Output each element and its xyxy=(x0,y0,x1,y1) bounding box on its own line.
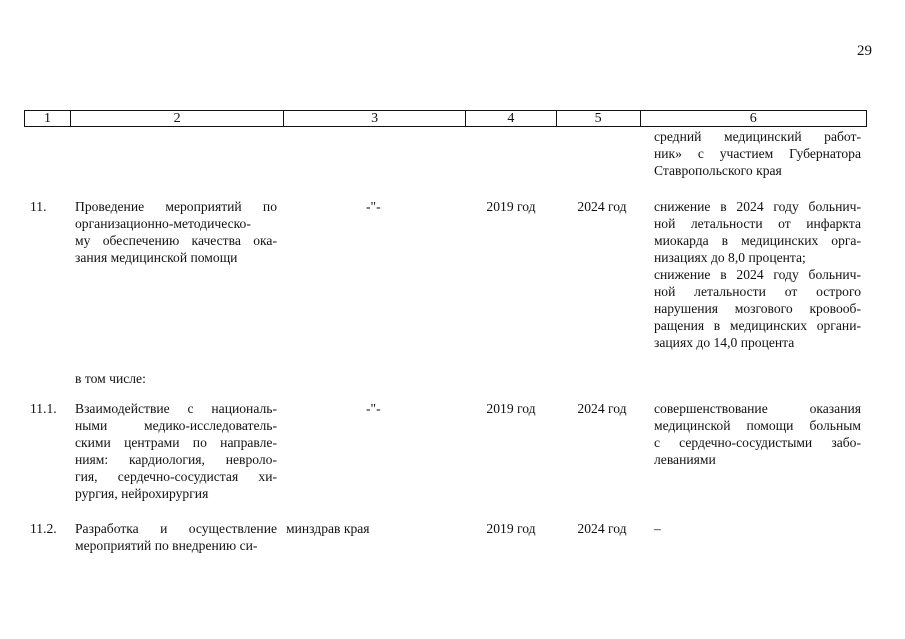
text-line: низациях до 8,0 процента; xyxy=(654,250,806,265)
text-line: рургия, нейрохирургия xyxy=(75,486,209,501)
text-line: средний медицинский работ- xyxy=(654,129,861,144)
text-line: организационно-методическо- xyxy=(75,216,251,231)
row-responsible: минздрав края xyxy=(286,521,370,536)
header-col-3: 3 xyxy=(283,111,465,126)
table-header-row xyxy=(24,110,867,127)
header-col-2: 2 xyxy=(70,111,283,126)
text-line: с сердечно-сосудистыми забо- xyxy=(654,435,861,450)
text-line: зания медицинской помощи xyxy=(75,250,238,265)
text-line: миокарда в медицинских орга- xyxy=(654,233,861,248)
text-line: снижение в 2024 году больнич- xyxy=(654,267,861,282)
text-line: му обеспечению качества ока- xyxy=(75,233,277,248)
text-line: медицинской помощи больным xyxy=(654,418,861,433)
row-end-year: 2024 год xyxy=(577,199,627,214)
text-line: гия, сердечно-сосудистая хи- xyxy=(75,469,277,484)
text-line: Ставропольского края xyxy=(654,163,782,178)
text-line: Разработка и осуществление xyxy=(75,521,277,536)
row-description xyxy=(75,400,277,502)
subheading: в том числе: xyxy=(75,371,146,386)
text-line: Взаимодействие с националь- xyxy=(75,401,277,416)
text-line: ник» с участием Губернатора xyxy=(654,146,861,161)
text-line: скими центрами по направле- xyxy=(75,435,277,450)
text-line: Проведение мероприятий по xyxy=(75,199,277,214)
text-line: ниям: кардиология, невроло- xyxy=(75,452,277,467)
text-line: мероприятий по внедрению си- xyxy=(75,538,258,553)
text-line: ной летальности от острого xyxy=(654,284,861,299)
text-line: зациях до 14,0 процента xyxy=(654,335,795,350)
row-description xyxy=(75,520,277,554)
row-number: 11.2. xyxy=(30,521,57,536)
row-number: 11. xyxy=(30,199,47,214)
row-result xyxy=(654,198,861,351)
row-start-year: 2019 год xyxy=(486,401,536,416)
text-line: ной летальности от инфаркта xyxy=(654,216,861,231)
text-line: совершенствование оказания xyxy=(654,401,861,416)
header-col-5: 5 xyxy=(556,111,640,126)
carry-over-result xyxy=(654,128,861,179)
header-col-1: 1 xyxy=(43,111,51,126)
row-responsible: -"- xyxy=(366,401,381,416)
header-col-6: 6 xyxy=(640,111,866,126)
row-responsible: -"- xyxy=(366,199,381,214)
header-col-4: 4 xyxy=(465,111,556,126)
text-line: леваниями xyxy=(654,452,716,467)
row-start-year: 2019 год xyxy=(486,521,536,536)
text-line: снижение в 2024 году больнич- xyxy=(654,199,861,214)
row-start-year: 2019 год xyxy=(486,199,536,214)
row-result: – xyxy=(654,521,661,536)
row-result xyxy=(654,400,861,468)
row-description xyxy=(75,198,277,266)
text-line: ными медико-исследователь- xyxy=(75,418,277,433)
row-end-year: 2024 год xyxy=(577,401,627,416)
row-end-year: 2024 год xyxy=(577,521,627,536)
text-line: ращения в медицинских органи- xyxy=(654,318,861,333)
page-number: 29 xyxy=(857,43,872,59)
row-number: 11.1. xyxy=(30,401,57,416)
text-line: нарушения мозгового кровооб- xyxy=(654,301,861,316)
